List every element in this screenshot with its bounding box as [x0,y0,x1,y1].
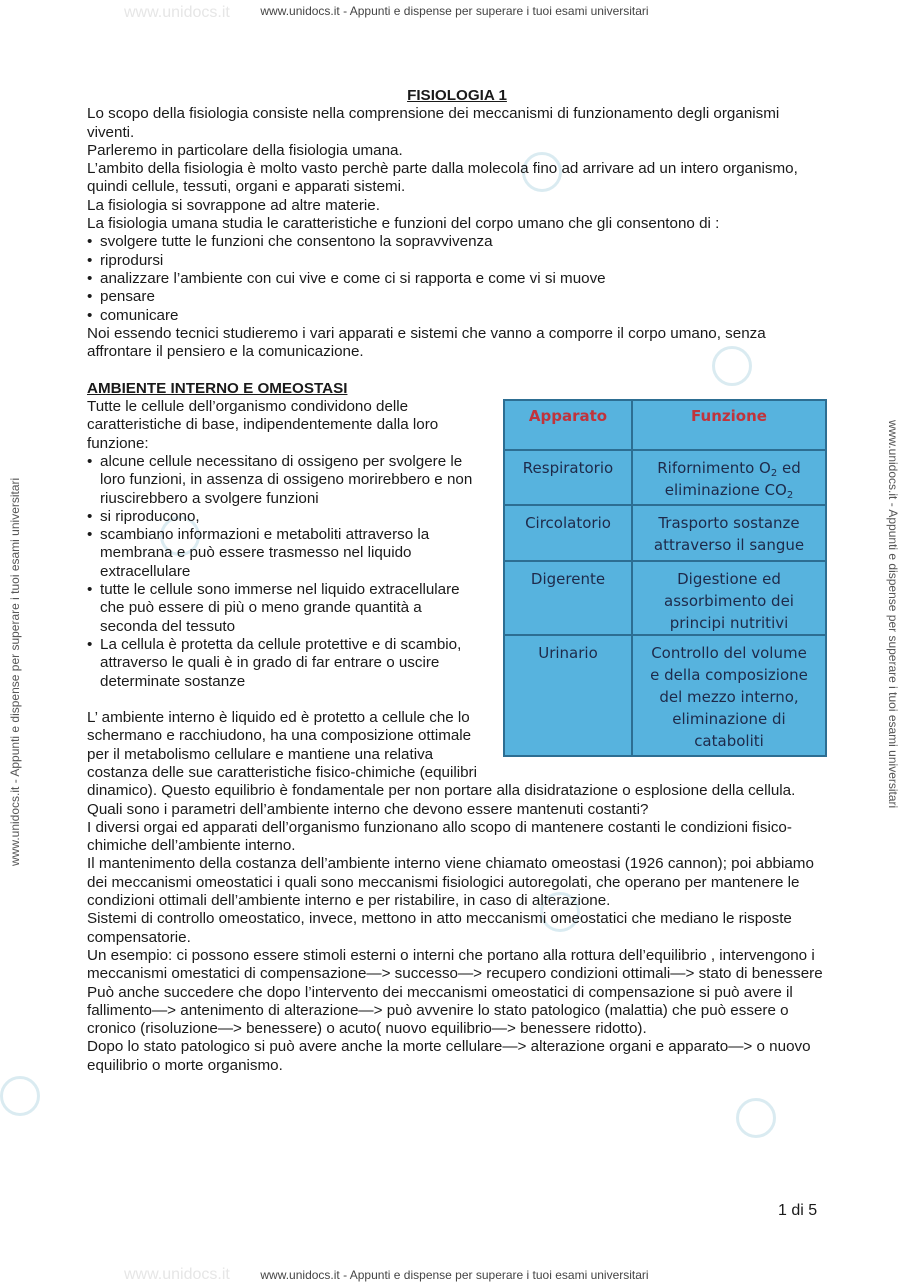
document-body [87,87,827,1075]
section-list [87,453,827,691]
paragraph: Noi essendo tecnici studieremo i vari apparati e sistemi che vanno a comporre il corpo umano, senza affrontare il pensiero e la comunicazione. [87,324,766,361]
paragraph: Tutte le cellule dell’organismo condividono delle caratteristiche di base, indipendentemente dalla loro funzione: [87,398,439,452]
list-item: • alcune cellule necessitano di ossigeno per svolgere le loro funzioni, in assenza di ossigeno morirebbero e non riuscirebbero a svolgere funzioni [87,453,827,508]
paragraph: Quali sono i parametri dell’ambiente interno che devono essere mantenuti costanti? [87,800,649,818]
list-item: • scambiano informazioni e metaboliti attraverso la membrana e può essere trasmesso nel liquido extracellulare [87,526,827,581]
paragraph: L’ambito della fisiologia è molto vasto perchè parte dalla molecola fino ad arrivare ad un intero organismo, quindi cellule, tessuti, organi e apparati sistemi. [87,160,798,196]
paragraph: Il mantenimento della costanza dell’ambiente interno viene chiamato omeostasi (1926 cannon); poi abbiamo dei meccanismi omeostatici i quali sono meccanismi fisiologici autoregolati, che operano per mantenere le condizioni ottimali dell’ambiente interno e per ristabilire, in caso di alterazione. [87,855,814,910]
paragraph: La fisiologia si sovrappone ad altre materie. [87,196,380,214]
table-cell-funzione: Controllo del volume e della composizione del mezzo interno, eliminazione di cataboliti [650,644,808,751]
document-title: FISIOLOGIA 1 [407,87,507,104]
section-heading: AMBIENTE INTERNO E OMEOSTASI [87,379,348,397]
paragraph: Può anche succedere che dopo l’intervento dei meccanismi omeostatici di compensazione si può avere il fallimento—> antenimento di alterazione—> può avvenire lo stato patologico (malattia) che può essere o cronico (risoluzione—> benessere) o acuto( nuovo equilibrio—> benessere ridotto). [87,983,793,1038]
paragraph: Lo scopo della fisiologia consiste nella comprensione dei meccanismi di funzionamento degli organismi viventi. [87,105,780,141]
watermark-side-right: www.unidocs.it - Appunti e dispense per superare i tuoi esami universitari [886,420,900,809]
table-header-apparato: Apparato [505,401,633,451]
watermark-faint-bottom: www.unidocs.it [124,1266,230,1283]
watermark-side-left: www.unidocs.it - Appunti e dispense per superare i tuoi esami universitari [8,477,22,866]
table-cell-apparato: Digerente [505,562,633,636]
paragraph: L’ ambiente interno è liquido ed è protetto a cellule che lo schermano e racchiudono, ha una composizione ottimale per il metabolismo cellulare e mantiene una relativa costanza delle sue caratteristiche fisico-chimiche (equilibri dinamico). Questo equilibrio è fondamentale per non portare alla disidratazione o esplosione della cellula. [87,709,796,800]
watermark-logo-icon [0,1076,40,1116]
paragraph: La fisiologia umana studia le caratteristiche e funzioni del corpo umano che gli consentono di : [87,215,720,233]
paragraph: Sistemi di controllo omeostatico, invece, mettono in atto meccanismi omeostatici che mediano le risposte compensatorie. [87,910,792,946]
list-item: • tutte le cellule sono immerse nel liquido extracellulare che può essere di più o meno grande quantità a seconda del tessuto [87,581,827,636]
watermark-top: www.unidocs.it - Appunti e dispense per superare i tuoi esami universitari [260,4,649,18]
list-item: • si riproducono, [87,508,827,526]
table-header-funzione: Funzione [633,401,825,451]
table-cell-apparato: Respiratorio [505,451,633,506]
list-item: • analizzare l’ambiente con cui vive e come ci si rapporta e come vi si muove [87,270,827,288]
list-item: • svolgere tutte le funzioni che consentono la sopravvivenza [87,233,827,251]
list-item: • La cellula è protetta da cellule protettive e di scambio, attraverso le quali è in grado di far entrare o uscire determinate sostanze [87,636,827,691]
list-item: • comunicare [87,307,827,325]
table-cell-funzione: Trasporto sostanze attraverso il sangue [633,506,825,562]
table-cell-funzione: Digestione ed assorbimento dei principi nutritivi [633,562,825,636]
watermark-bottom: www.unidocs.it - Appunti e dispense per superare i tuoi esami universitari [260,1268,649,1282]
paragraph: Parleremo in particolare della fisiologia umana. [87,141,403,159]
table-cell-apparato: Circolatorio [505,506,633,562]
list-item: • riprodursi [87,252,827,270]
table-cell-apparato: Urinario [505,636,633,755]
watermark-faint-top: www.unidocs.it [124,4,230,21]
list-item: • pensare [87,288,827,306]
watermark-logo-icon [736,1098,776,1138]
table-cell-funzione: Rifornimento $O_2$ ed eliminazione $CO_2$ [633,451,825,506]
intro-list [87,233,827,324]
page-number: 1 di 5 [778,1202,818,1219]
paragraph: I diversi orgai ed apparati dell’organismo funzionano allo scopo di mantenere costanti le condizioni fisico- chimiche dell’ambiente interno. [87,818,792,855]
paragraph: Dopo lo stato patologico si può avere anche la morte cellulare—> alterazione organi e apparato—> o nuovo equilibrio o morte organismo. [87,1038,811,1074]
paragraph: Un esempio: ci possono essere stimoli esterni o interni che portano alla rottura dell’equilibrio , intervengono i meccanismi omestatici di compensazione—> successo—> recupero condizioni ottimali—> stato di benessere [87,946,823,983]
